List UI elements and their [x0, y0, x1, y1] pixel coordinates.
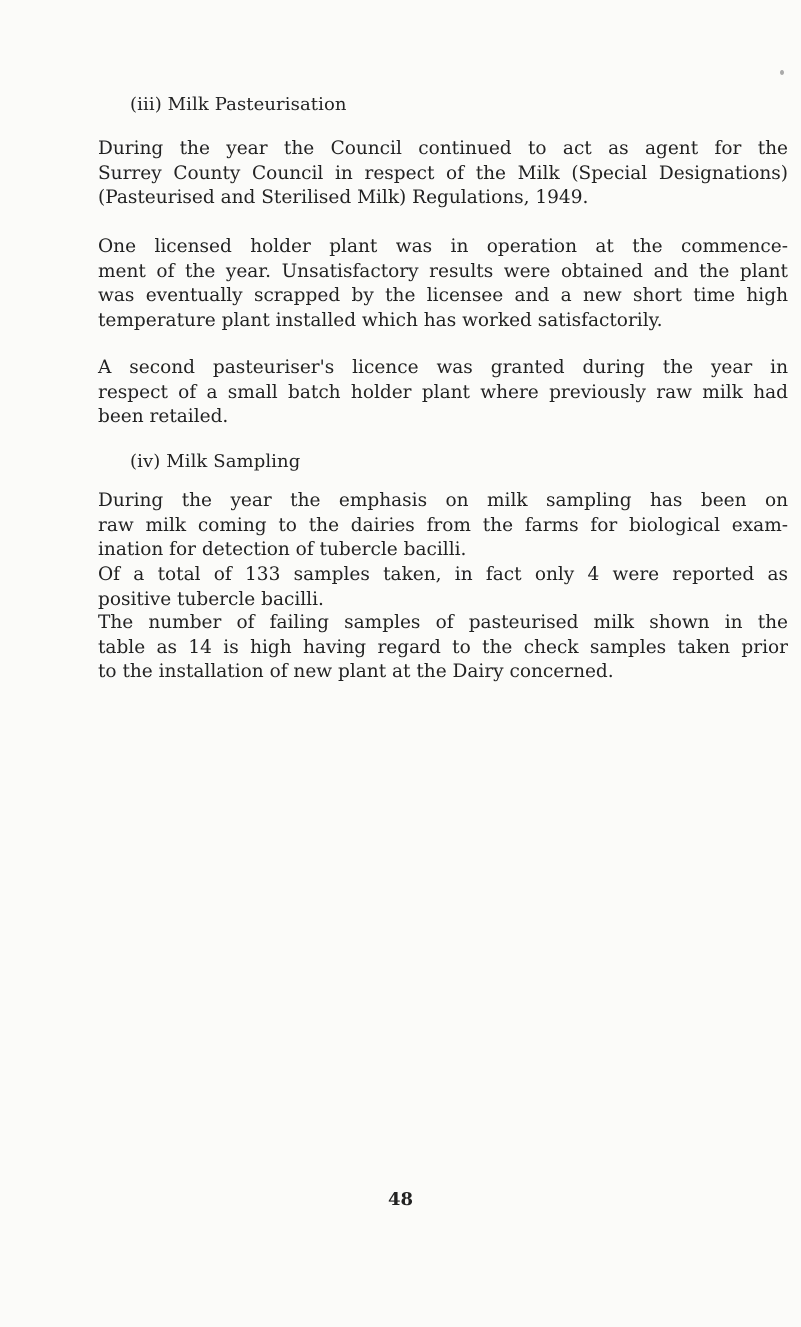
text-line: raw milk coming to the dairies from the farms for biological exam- — [98, 514, 788, 536]
text-line: During the year the Council continued to act as agent for the — [98, 138, 788, 159]
paragraph-sampling-emphasis — [98, 489, 788, 563]
page-number: 48 — [387, 1189, 414, 1210]
text-line: ment of the year. Unsatisfactory results were obtained and the plant — [98, 260, 788, 282]
section-heading-milk-sampling: (iv) Milk Sampling — [130, 451, 301, 472]
text-line: The number of failing samples of pasteurised milk shown in the — [98, 612, 788, 633]
paragraph-failing-samples — [98, 611, 788, 685]
text-line: Of a total of 133 samples taken, in fact only 4 were reported as — [98, 564, 788, 585]
paragraph-council-agent — [98, 137, 788, 211]
print-speck — [780, 70, 784, 75]
text-line: respect of a small batch holder plant where previously raw milk had — [98, 381, 788, 403]
text-line: One licensed holder plant was in operation at the commence- — [98, 236, 788, 257]
text-line: temperature plant installed which has worked satisfactorily. — [98, 309, 663, 331]
text-line: Surrey County Council in respect of the Milk (Special Designations) — [98, 162, 788, 184]
paragraph-second-licence — [98, 356, 788, 430]
text-line: ination for detection of tubercle bacilli. — [98, 539, 467, 560]
text-line: positive tubercle bacilli. — [98, 588, 324, 610]
text-line: was eventually scrapped by the licensee and a new short time high — [98, 285, 788, 306]
text-line: During the year the emphasis on milk sampling has been on — [98, 490, 788, 511]
text-line: to the installation of new plant at the Dairy concerned. — [98, 661, 614, 682]
paragraph-samples-total — [98, 563, 788, 612]
paragraph-holder-plant — [98, 235, 788, 333]
section-heading-milk-pasteurisation: (iii) Milk Pasteurisation — [130, 94, 347, 115]
text-line: A second pasteuriser's licence was granted during the year in — [98, 357, 788, 378]
text-line: been retailed. — [98, 406, 229, 427]
text-line: (Pasteurised and Sterilised Milk) Regulations, 1949. — [98, 187, 589, 208]
text-line: table as 14 is high having regard to the check samples taken prior — [98, 636, 788, 658]
